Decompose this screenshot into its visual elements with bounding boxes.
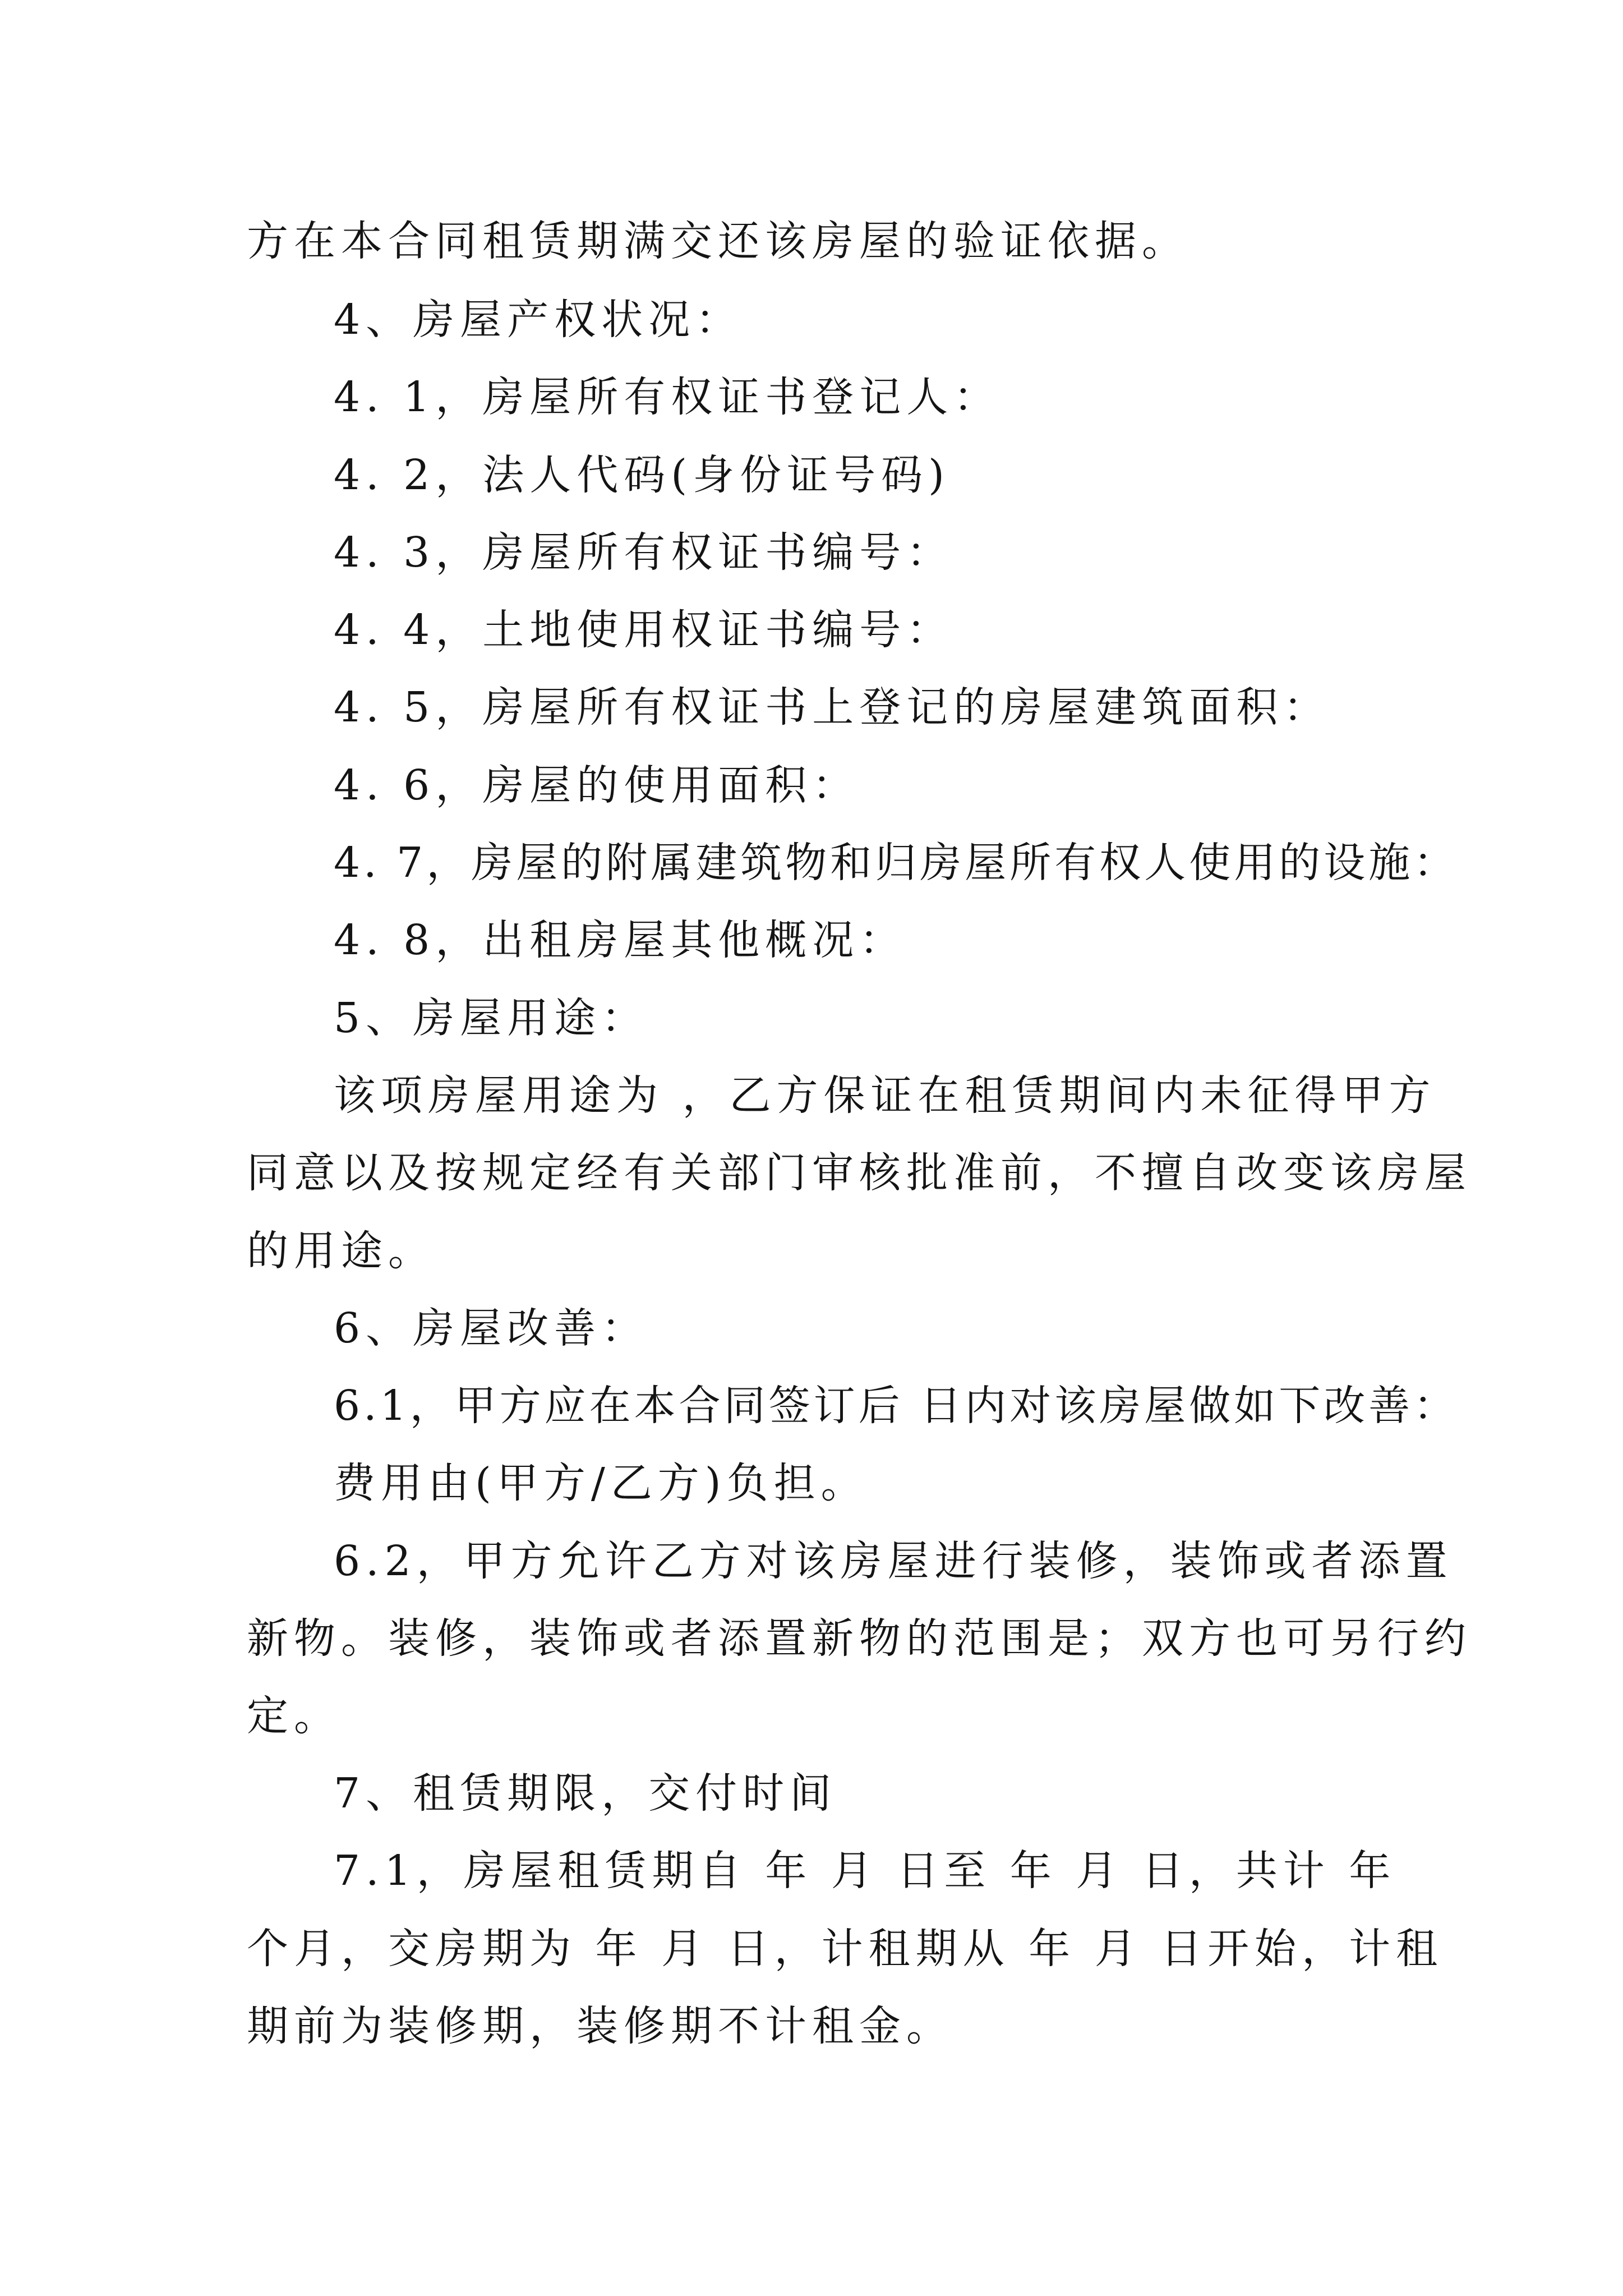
paragraph-usage-line-2: 同意以及按规定经有关部门审核批准前，不擅自改变该房屋 xyxy=(247,1149,1472,1197)
clause-7-1-line-3: 期前为装修期，装修期不计租金。 xyxy=(247,2002,953,2050)
clause-6-1: 6.1，甲方应在本合同签订后 日内对该房屋做如下改善： xyxy=(334,1382,1459,1430)
section-heading-4: 4、房屋产权状况： xyxy=(334,296,743,344)
section-heading-7: 7、租赁期限，交付时间 xyxy=(334,1769,837,1818)
clause-4-5: 4. 5，房屋所有权证书上登记的房屋建筑面积： xyxy=(334,683,1331,731)
clause-4-2: 4. 2，法人代码(身份证号码) xyxy=(334,451,950,499)
clause-6-1-cost: 费用由(甲方/乙方)负担。 xyxy=(334,1459,868,1507)
clause-7-1-line-2: 个月，交房期为 年 月 日，计租期从 年 月 日开始，计租 xyxy=(247,1925,1444,1973)
clause-6-2-line-3: 定。 xyxy=(247,1692,341,1740)
clause-4-4: 4. 4，土地使用权证书编号： xyxy=(334,606,954,654)
clause-6-2-line-1: 6.2，甲方允许乙方对该房屋进行装修，装饰或者添置 xyxy=(334,1537,1453,1585)
clause-4-6: 4. 6，房屋的使用面积： xyxy=(334,761,860,809)
clause-6-2-line-2: 新物。装修，装饰或者添置新物的范围是；双方也可另行约 xyxy=(247,1614,1472,1663)
paragraph-usage-line-1: 该项房屋用途为 ，乙方保证在租赁期间内未征得甲方 xyxy=(334,1071,1436,1120)
section-heading-5: 5、房屋用途： xyxy=(334,994,649,1042)
clause-7-1-line-1: 7.1，房屋租赁期自 年 月 日至 年 月 日，共计 年 xyxy=(334,1847,1396,1895)
paragraph-usage-line-3: 的用途。 xyxy=(247,1227,435,1275)
section-heading-6: 6、房屋改善： xyxy=(334,1304,649,1352)
clause-4-1: 4. 1，房屋所有权证书登记人： xyxy=(334,373,1001,421)
clause-4-3: 4. 3，房屋所有权证书编号： xyxy=(334,528,954,577)
paragraph-line-continuation: 方在本合同租赁期满交还该房屋的验证依据。 xyxy=(247,217,1189,265)
clause-4-8: 4. 8，出租房屋其他概况： xyxy=(334,916,907,964)
clause-4-7: 4. 7，房屋的附属建筑物和归房屋所有权人使用的设施： xyxy=(334,839,1459,887)
